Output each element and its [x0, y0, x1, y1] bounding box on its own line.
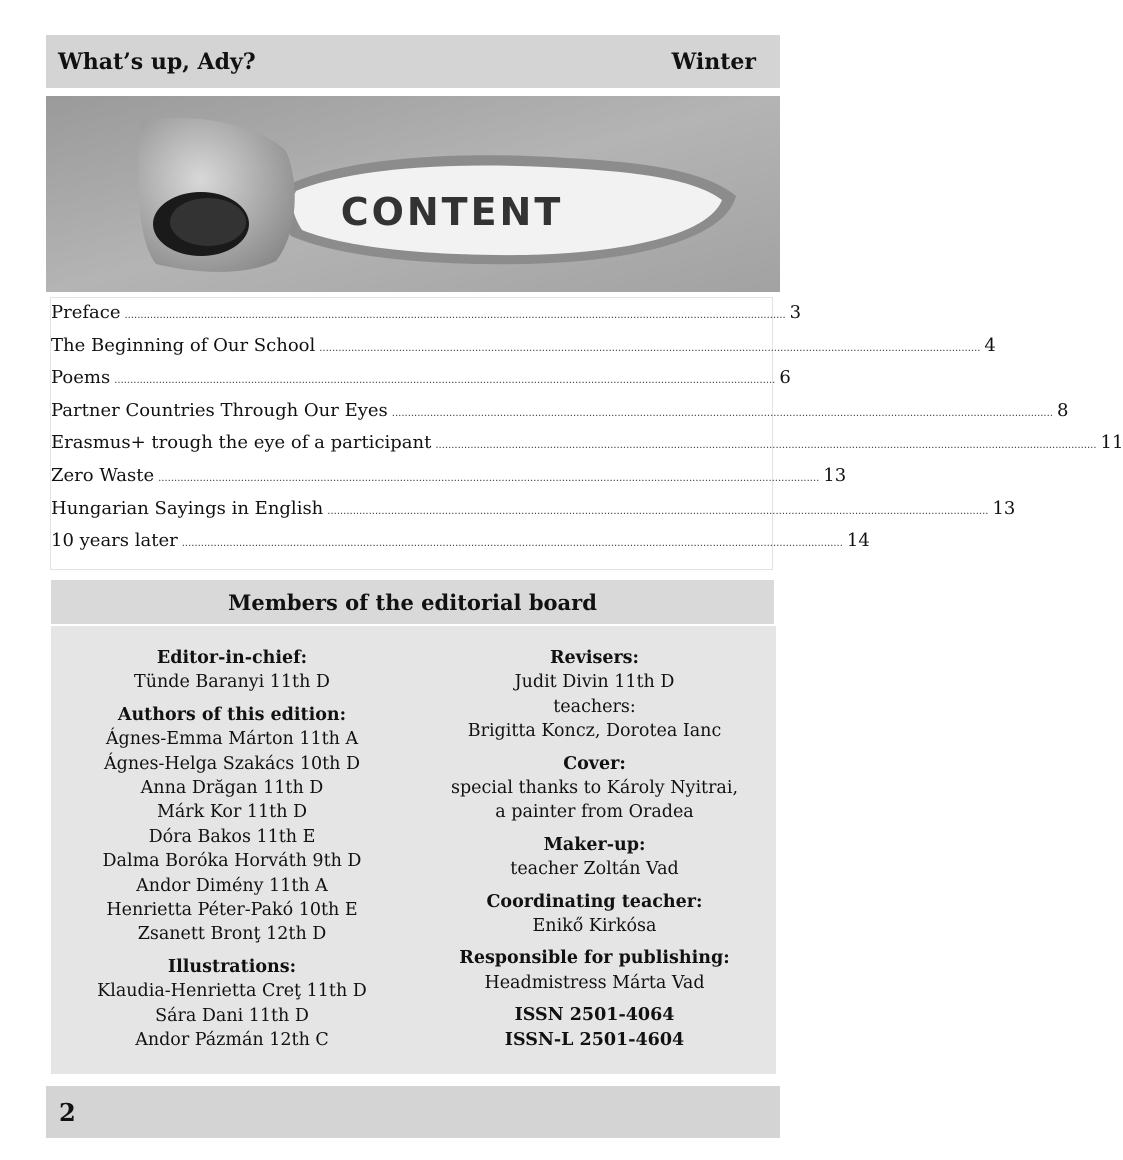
toc-entry[interactable]	[51, 367, 791, 400]
editorial-board-panel	[51, 626, 776, 1074]
member-name: Andor Dimény 11th A	[136, 875, 328, 896]
toc-leader-dots: ................................................................................................................................................................................................................	[327, 505, 989, 517]
role-label: Cover:	[563, 753, 626, 774]
toc-entry-title: Preface	[51, 302, 121, 323]
role-label: Responsible for publishing:	[459, 948, 730, 969]
member-name: teachers:	[553, 696, 636, 717]
role-label: Editor-in-chief:	[156, 648, 308, 668]
member-name: Anna Drăgan 11th D	[140, 778, 324, 799]
toc-entry-page: 13	[992, 497, 1016, 519]
toc-leader-dots: ................................................................................................................................................................................................................	[181, 538, 843, 550]
member-name: Enikő Kirkósa	[532, 916, 657, 937]
toc-entry[interactable]	[51, 334, 996, 368]
page-number: 2	[59, 1097, 76, 1127]
toc-entry-page: 4	[984, 334, 996, 356]
toc-leader-dots: ................................................................................................................................................................................................................	[319, 342, 981, 354]
toc-entry[interactable]	[51, 530, 870, 563]
member-name: Dóra Bakos 11th E	[148, 826, 316, 847]
member-name: Tünde Baranyi 11th D	[134, 672, 330, 693]
toc-entry-page: 11	[1100, 432, 1123, 454]
toc-entry-title: The Beginning of Our School	[51, 334, 316, 356]
issn-block	[413, 1003, 776, 1052]
toc-entry-title: 10 years later	[51, 530, 178, 552]
board-right-column	[413, 646, 776, 1052]
running-header	[46, 35, 780, 88]
toc-entry-page: 6	[779, 367, 791, 389]
issn-number: ISSN 2501-4064	[514, 1005, 675, 1026]
toc-entry-title: Poems	[51, 367, 111, 389]
toc-entry[interactable]	[51, 497, 1016, 531]
member-name: Sára Dani 11th D	[155, 1005, 309, 1026]
toc-leader-dots: ................................................................................................................................................................................................................	[124, 310, 786, 321]
toc-entry-title: Zero Waste	[51, 464, 155, 486]
member-name: Klaudia-Henrietta Creţ 11th D	[97, 981, 367, 1002]
toc-leader-dots: ................................................................................................................................................................................................................	[391, 407, 1053, 419]
role-label: Revisers:	[549, 648, 639, 668]
member-name: Andor Pázmán 12th C	[135, 1030, 329, 1051]
editorial-board-heading: Members of the editorial board	[51, 580, 774, 624]
role-label: Illustrations:	[167, 956, 297, 977]
toc-entry-page: 8	[1056, 399, 1069, 421]
member-name: Ágnes-Helga Szakács 10th D	[104, 753, 360, 774]
page-footer	[46, 1086, 780, 1138]
board-left-column	[51, 646, 413, 1053]
toc-entry[interactable]	[51, 464, 847, 498]
role-label: Authors of this edition:	[117, 704, 347, 725]
toc-entry-title: Erasmus+ trough the eye of a participant	[51, 432, 432, 454]
magazine-title: What’s up, Ady?	[58, 48, 256, 75]
toc-entry[interactable]	[51, 432, 1123, 465]
toc-leader-dots: ................................................................................................................................................................................................................	[435, 440, 1097, 452]
member-name: a painter from Oradea	[495, 802, 694, 823]
member-name: Henrietta Péter-Pakó 10th E	[106, 900, 358, 921]
toc-entry-page: 14	[846, 530, 870, 552]
toc-entry-page: 3	[789, 302, 802, 323]
toc-leader-dots: ................................................................................................................................................................................................................	[158, 472, 820, 484]
member-name: Márk Kor 11th D	[156, 802, 308, 823]
toc-entry-title: Partner Countries Through Our Eyes	[51, 399, 388, 421]
member-name: Zsanett Bronţ 12th D	[137, 924, 327, 945]
content-heading: CONTENT	[340, 190, 564, 234]
toc-entry[interactable]	[51, 302, 802, 335]
member-name: Headmistress Márta Vad	[484, 972, 705, 993]
member-name: Ágnes-Emma Márton 11th A	[105, 729, 359, 750]
role-label: Coordinating teacher:	[486, 891, 703, 912]
toc-entry[interactable]	[51, 399, 1069, 433]
member-name: Judit Divin 11th D	[514, 672, 675, 693]
member-name: Brigitta Koncz, Dorotea Ianc	[467, 721, 722, 742]
member-name: teacher Zoltán Vad	[510, 859, 679, 880]
member-name: special thanks to Károly Nyitrai,	[450, 778, 739, 799]
toc-entry-page: 13	[823, 464, 847, 486]
issn-l-number: ISSN-L 2501-4604	[504, 1029, 685, 1050]
toc-leader-dots: ................................................................................................................................................................................................................	[114, 375, 776, 387]
issue-season: Winter	[671, 48, 756, 75]
role-label: Maker-up:	[543, 834, 646, 855]
table-of-contents	[50, 297, 1123, 570]
toc-entry-title: Hungarian Sayings in English	[51, 497, 324, 519]
member-name: Dalma Boróka Horváth 9th D	[102, 851, 362, 872]
